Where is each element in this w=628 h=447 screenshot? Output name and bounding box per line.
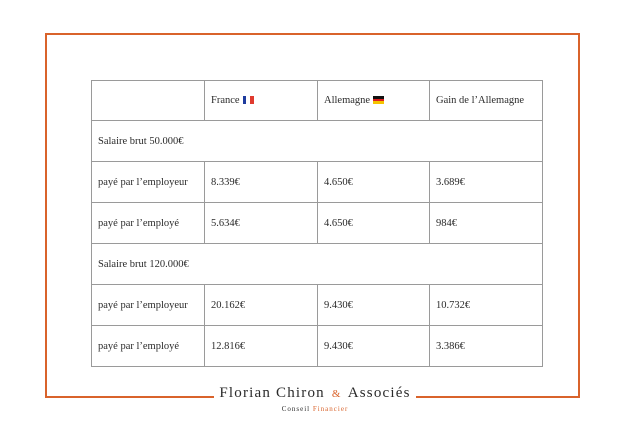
cell-gain: 3.386€ [430, 326, 543, 367]
germany-flag-stripe-gold [373, 101, 384, 104]
cell-gain: 3.689€ [430, 162, 543, 203]
cell-germany: 4.650€ [318, 162, 430, 203]
header-label-germany: Allemagne [324, 95, 371, 106]
header-cell-france [205, 81, 318, 121]
table-header-row [92, 81, 543, 121]
section-row [92, 244, 543, 285]
cell-gain: 10.732€ [430, 285, 543, 326]
row-label: payé par l’employeur [92, 285, 205, 326]
cell-germany: 4.650€ [318, 203, 430, 244]
row-label: payé par l’employeur [92, 162, 205, 203]
section-row [92, 121, 543, 162]
brand-name [214, 385, 416, 402]
cell-gain: 984€ [430, 203, 543, 244]
brand-name-part1: Florian Chiron [219, 385, 325, 401]
france-flag-stripe-red [250, 96, 254, 104]
cell-germany: 9.430€ [318, 285, 430, 326]
cell-france: 12.816€ [205, 326, 318, 367]
brand-tagline-part2: Financier [312, 405, 349, 413]
cell-france: 20.162€ [205, 285, 318, 326]
table-row [92, 285, 543, 326]
france-flag-icon [243, 96, 254, 104]
cell-france: 8.339€ [205, 162, 318, 203]
header-cell-germany [318, 81, 430, 121]
brand-ampersand: & [331, 388, 342, 400]
cell-france: 5.634€ [205, 203, 318, 244]
table-row [92, 326, 543, 367]
brand-tagline [214, 405, 416, 413]
cell-germany: 9.430€ [318, 326, 430, 367]
header-label-france: France [211, 95, 240, 106]
header-cell-empty [92, 81, 205, 121]
section-title: Salaire brut 50.000€ [92, 121, 543, 162]
row-label: payé par l’employé [92, 203, 205, 244]
brand-tagline-part1: Conseil [281, 405, 311, 413]
comparison-table [91, 80, 543, 367]
brand-name-part2: Associés [347, 385, 411, 401]
header-cell-gain: Gain de l’Allemagne [430, 81, 543, 121]
table-row [92, 162, 543, 203]
table-row [92, 203, 543, 244]
germany-flag-icon [373, 96, 384, 104]
row-label: payé par l’employé [92, 326, 205, 367]
section-title: Salaire brut 120.000€ [92, 244, 543, 285]
